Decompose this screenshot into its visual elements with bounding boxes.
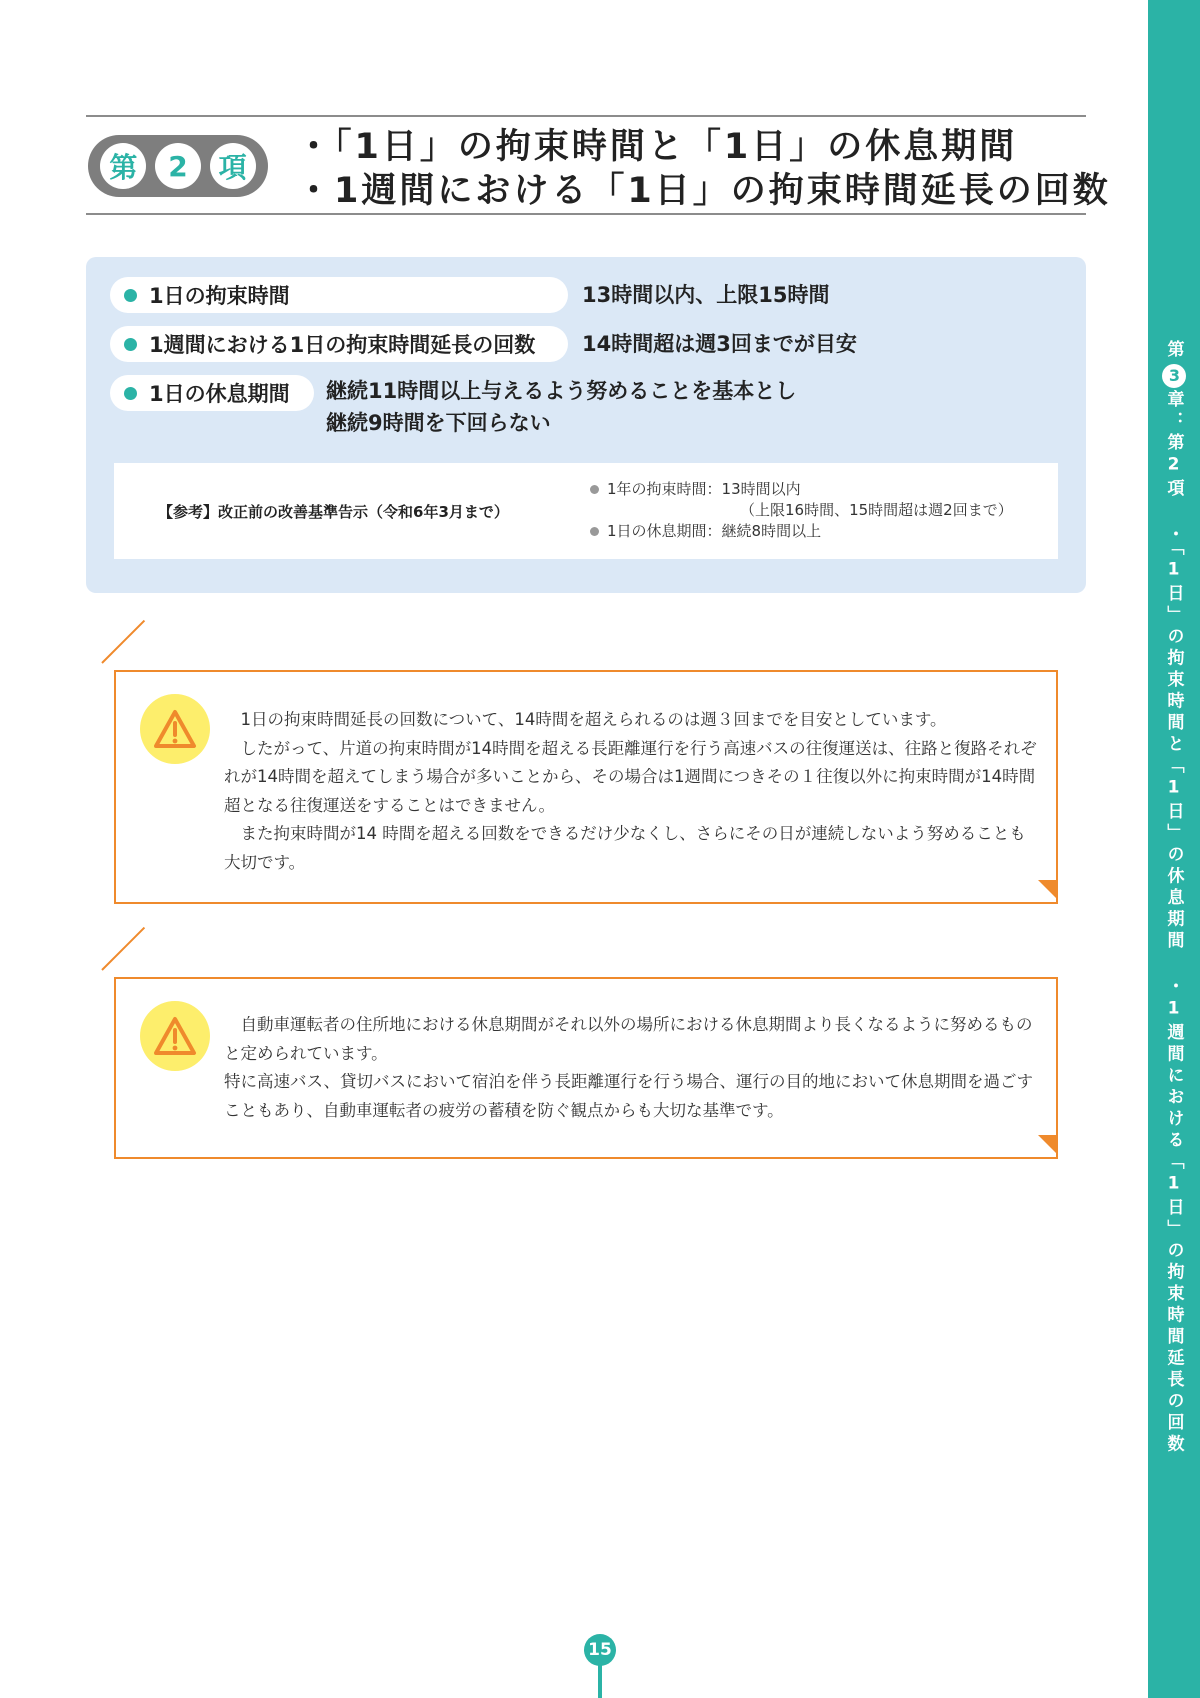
warning-icon bbox=[140, 1001, 210, 1071]
note-box bbox=[114, 977, 1058, 1159]
title-line-1: ・「1日」の拘束時間と「1日」の休息期間 bbox=[296, 127, 1018, 167]
note-box bbox=[114, 670, 1058, 904]
bullet-dot-icon bbox=[124, 289, 137, 302]
summary-label: 1日の拘束時間 bbox=[149, 284, 290, 308]
summary-label-pill bbox=[110, 277, 568, 313]
note-paragraph: 1日の拘束時間延長の回数について、14時間を超えられるのは週３回までを目安としています。 bbox=[240, 710, 947, 729]
page-title bbox=[296, 125, 1111, 213]
summary-label: 1日の休息期間 bbox=[149, 382, 290, 406]
note-text bbox=[224, 706, 1042, 877]
badge-char: 項 bbox=[210, 143, 256, 189]
summary-label-pill bbox=[110, 375, 314, 411]
reference-list bbox=[590, 479, 1013, 542]
chapter-side-tab bbox=[1148, 0, 1200, 1698]
reference-value: 13時間以内 bbox=[721, 480, 801, 498]
note-paragraph: 自動車運転者の住所地における休息期間がそれ以外の場所における休息期間より長くなるように努めるものと定められています。 bbox=[224, 1015, 1033, 1063]
summary-value-line: 継続11時間以上与えるよう努めることを基本とし bbox=[326, 379, 797, 403]
reference-label: 1年の拘束時間： bbox=[607, 480, 722, 498]
reference-row bbox=[590, 521, 1013, 542]
note-paragraph: 特に高速バス、貸切バスにおいて宿泊を伴う長距離運行を行う場合、運行の目的地において休息期間を過ごすこともあり、自動車運転者の疲労の蓄積を防ぐ観点からも大切な基準です。 bbox=[224, 1072, 1033, 1120]
chapter-number-badge: 3 bbox=[1162, 364, 1186, 388]
summary-value-line: 継続9時間を下回らない bbox=[326, 411, 551, 435]
bullet-dot-icon bbox=[590, 485, 599, 494]
folded-corner-decoration bbox=[1038, 1135, 1058, 1155]
note-paragraph: また拘束時間が14 時間を超える回数をできるだけ少なくし、さらにその日が連続しないよう努めることも大切です。 bbox=[224, 824, 1026, 872]
reference-continuation: （上限16時間、15時間超は週2回まで） bbox=[740, 501, 1013, 519]
badge-number: 2 bbox=[155, 143, 201, 189]
note-paragraph: したがって、片道の拘束時間が14時間を超える長距離運行を行う高速バスの往復運送は、往路と復路それぞれが14時間を超えてしまう場合が多いことから、その場合は1週間につきその１往復以外に拘束時間が14時間超となる往復運送をすることはできません。 bbox=[224, 738, 1037, 815]
summary-value: 14時間超は週3回までが目安 bbox=[582, 332, 857, 356]
reference-value: 継続8時間以上 bbox=[721, 522, 822, 540]
note-text bbox=[224, 1011, 1042, 1125]
reference-row bbox=[590, 479, 1013, 500]
page-number: 15 bbox=[584, 1634, 616, 1666]
reference-box bbox=[114, 463, 1058, 559]
bullet-dot-icon bbox=[124, 387, 137, 400]
section-badge bbox=[88, 135, 268, 197]
folded-corner-decoration bbox=[1038, 880, 1058, 900]
page-number-stem-decoration bbox=[598, 1664, 602, 1698]
warning-icon bbox=[140, 694, 210, 764]
fold-line-decoration bbox=[101, 927, 145, 971]
badge-char: 第 bbox=[100, 143, 146, 189]
fold-line-decoration bbox=[101, 620, 145, 664]
summary-label-pill bbox=[110, 326, 568, 362]
side-title: 章：第2項 ・「1日」の拘束時間と「1日」の休息期間 ・1週間における「1日」の拘束時間延長の回数 bbox=[1163, 389, 1184, 1456]
reference-label: 1日の休息期間： bbox=[607, 522, 722, 540]
chapter-side-label bbox=[1148, 340, 1200, 1456]
bullet-dot-icon bbox=[124, 338, 137, 351]
summary-label: 1週間における1日の拘束時間延長の回数 bbox=[149, 333, 536, 357]
summary-box bbox=[86, 257, 1086, 593]
section-header bbox=[86, 115, 1111, 215]
summary-value: 13時間以内、上限15時間 bbox=[582, 283, 830, 307]
reference-title: 【参考】改正前の改善基準告示（令和6年3月まで） bbox=[158, 503, 509, 521]
bullet-dot-icon bbox=[590, 527, 599, 536]
title-line-2: ・1週間における「1日」の拘束時間延長の回数 bbox=[296, 171, 1111, 211]
side-prefix: 第 bbox=[1163, 340, 1184, 362]
